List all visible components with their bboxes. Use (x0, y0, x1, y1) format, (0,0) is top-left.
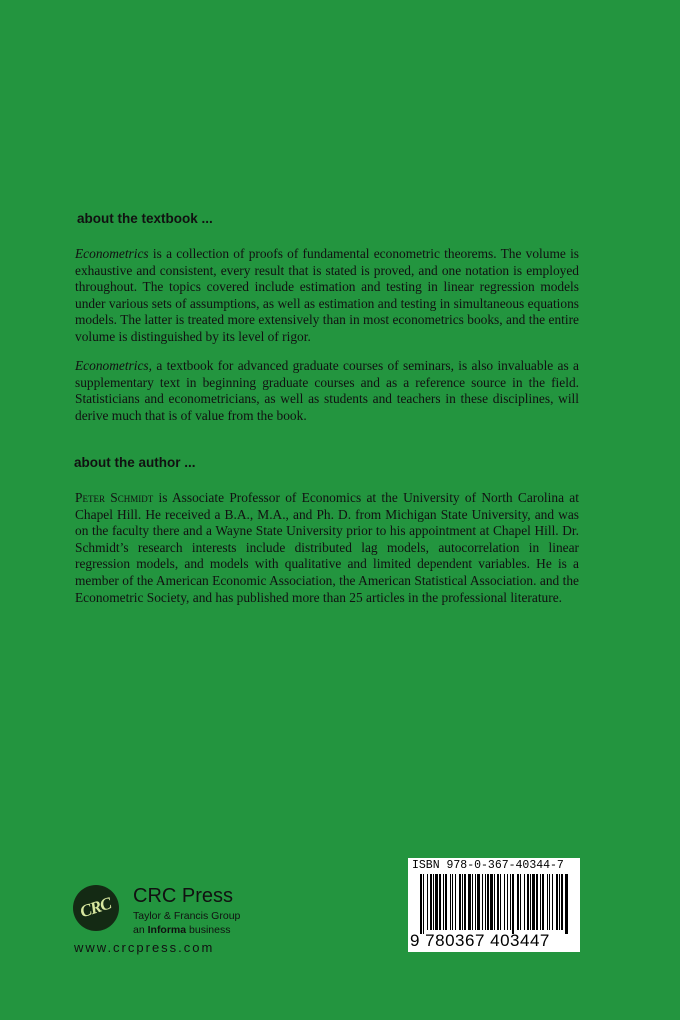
barcode-bar (443, 874, 444, 930)
tagline-informa: Informa (147, 924, 187, 936)
book-title: Econometrics, (75, 358, 152, 373)
book-title: Econometrics (75, 246, 149, 261)
textbook-paragraph-1-text: is a collection of proofs of fundamental econometric theorems. The volume is exhaustive and consistent, every result that is stated is proved, and one notation is employed throughout. The topics covered include estimation and testing in linear regression models under various sets of assumptions, as well as estimation and testing in simultaneous equations models. The latter is treated more extensively than in most econometrics books, and the entire volume is distinguished by its level of rigor. (75, 246, 579, 344)
textbook-paragraph-2-text: a textbook for advanced graduate courses of seminars, is also invaluable as a supplementary text in beginning graduate courses and as a reference source in the field. Statisticians and econometricians, as well as students and teachers in these disciplines, will derive much that is of value from the book. (75, 358, 579, 423)
barcode-bar (464, 874, 466, 930)
barcode-bar (504, 874, 505, 930)
textbook-paragraph-2 (75, 358, 579, 424)
author-paragraph (75, 490, 579, 606)
author-name: Peter Schmidt (75, 490, 154, 505)
barcode-bar (527, 874, 529, 930)
barcode-bar (524, 874, 525, 930)
barcode-bar (487, 874, 489, 930)
barcode-bar (540, 874, 541, 930)
publisher-url: www.crcpress.com (74, 940, 215, 955)
barcode-bar (427, 874, 428, 930)
publisher-name: CRC Press (133, 885, 234, 907)
barcode-bar (556, 874, 558, 930)
barcode-bar (542, 874, 544, 930)
barcode-bar (532, 874, 535, 930)
author-bio-text: is Associate Professor of Economics at the University of North Carolina at Chapel Hill. He received a B.A., M.A., and Ph. D. from Michigan State University, and was on the faculty there and a Wayne State University prior to his appointment at Chapel Hill. Dr. Schmidt’s research interests include distributed lag models, autocorrelation in linear regression models, and models with qualitative and limited dependent variables. He is a member of the American Economic Association, the American Statistical Association. and the Econometric Society, and has published more than 25 articles in the professional literature. (75, 490, 579, 605)
barcode-bar (455, 874, 456, 930)
barcode-bar (552, 874, 553, 930)
tagline-suffix: business (186, 924, 231, 936)
barcode-bar (459, 874, 461, 930)
barcode-bar (472, 874, 473, 930)
barcode-bar (433, 874, 434, 930)
textbook-heading: about the textbook ... (77, 211, 213, 226)
textbook-paragraph-1 (75, 246, 579, 346)
barcode-bar (490, 874, 493, 930)
barcode-bar (494, 874, 495, 930)
publisher-group: Taylor & Francis Group (133, 910, 241, 922)
barcode-bar (549, 874, 550, 930)
barcode-bar (450, 874, 451, 930)
barcode-bar (475, 874, 476, 930)
barcode-bar (510, 874, 511, 930)
barcode-bar (497, 874, 499, 930)
isbn-label: ISBN 978-0-367-40344-7 (412, 859, 564, 872)
barcode-bar (547, 874, 548, 930)
barcode-bar (452, 874, 453, 930)
barcode-bar (445, 874, 447, 930)
barcode-bar (439, 874, 441, 930)
barcode-bar (500, 874, 501, 930)
barcode-bar (485, 874, 486, 930)
author-heading: about the author ... (74, 455, 196, 470)
barcode-bar (536, 874, 538, 930)
publisher-tagline (133, 924, 230, 936)
barcode-bar (423, 874, 424, 934)
barcode-bar (565, 874, 568, 934)
barcode-bar (507, 874, 508, 930)
barcode-bar (561, 874, 563, 930)
barcode-bar (520, 874, 521, 930)
barcode-bar (477, 874, 480, 930)
barcode-bar (462, 874, 463, 930)
barcode-bar (559, 874, 560, 930)
barcode-bar (512, 874, 514, 934)
barcode-bars (420, 874, 570, 934)
crc-logo-mark: CRC (78, 893, 114, 922)
tagline-prefix: an (133, 924, 148, 936)
isbn-barcode (408, 858, 580, 952)
barcode-bar (482, 874, 483, 930)
crc-logo-icon (73, 885, 119, 931)
barcode-bar (530, 874, 531, 930)
isbn-digits: 9 780367 403447 (410, 931, 550, 950)
barcode-bar (468, 874, 471, 930)
barcode-bar (420, 874, 422, 934)
barcode-bar (517, 874, 519, 930)
barcode-bar (430, 874, 432, 930)
barcode-bar (435, 874, 438, 930)
